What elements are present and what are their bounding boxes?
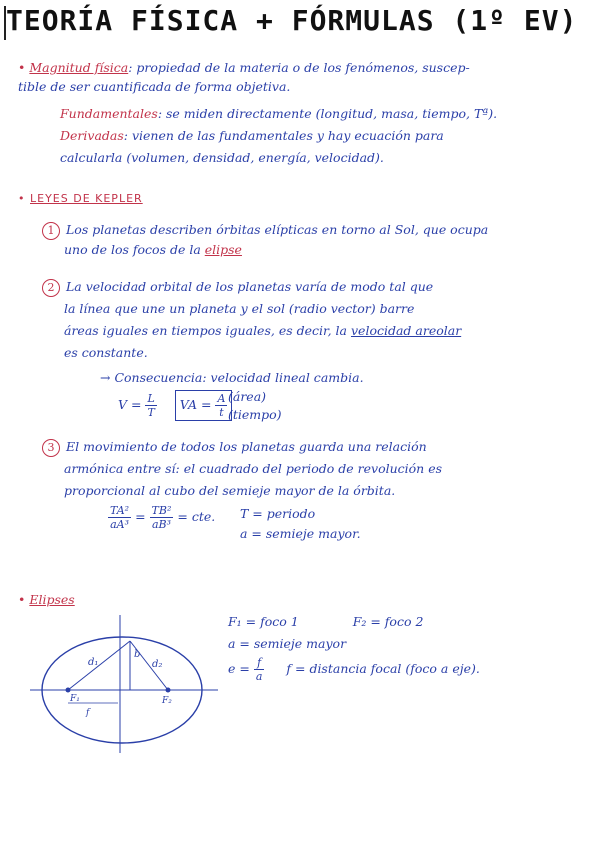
magnitud-line-1: • Magnitud física: propiedad de la materia o de los fenómenos, suscep- (18, 60, 470, 75)
elipses-heading-row: • Elipses (18, 592, 75, 607)
tiempo-label: (tiempo) (228, 406, 282, 422)
v-formula-left: V = (118, 397, 142, 413)
focus-defs (228, 612, 423, 631)
fundamentales-term: Fundamentales (60, 106, 158, 121)
d1-line (68, 641, 130, 690)
kepler-law-2 (42, 276, 587, 364)
derivadas-text-1: : vienen de las fundamentales y hay ecuación para (123, 128, 444, 143)
magnitud-term: Magnitud física (29, 60, 129, 75)
magnitud-def-1: : propiedad de la materia o de los fenómenos, suscep- (128, 60, 470, 75)
law-3-defs (240, 504, 361, 544)
law-1-number: 1 (42, 222, 60, 240)
law-3-formula: $\frac{\text{TA²}}{\text{aA³}}$ = $\frac{\text{TB²}}{\text{aB³}}$ = cte. (110, 504, 216, 532)
law-1-line-1: Los planetas describen órbitas elípticas en torno al Sol, que ocupa (66, 222, 489, 237)
label-F2: F₂ (162, 696, 172, 706)
va-formula-box: VA = $\frac{A}{t}$ (175, 390, 233, 421)
ellipse-diagram (30, 605, 220, 755)
derivadas-term: Derivadas (60, 128, 124, 143)
law-2-number: 2 (42, 279, 60, 297)
law-2-line-3: áreas iguales en tiempos iguales, es decir, la (64, 322, 351, 338)
kepler-law-3 (42, 436, 587, 502)
law-3-line-3: proporcional al cubo del semieje mayor de la órbita. (64, 482, 396, 498)
law-2-velocidad-areolar: velocidad areolar (350, 322, 462, 338)
kepler-law-1 (42, 220, 587, 259)
kepler-heading-row: • LEYES DE KEPLER (18, 192, 143, 205)
law-3-a-def: a = semieje mayor. (240, 526, 361, 541)
derivadas-text-2: calcularla (volumen, densidad, energía, velocidad). (60, 150, 384, 165)
area-label: (área) (228, 389, 267, 404)
label-f: f (86, 708, 90, 718)
focus-1 (66, 688, 71, 693)
f-def: f = distancia focal (foco a eje). (286, 661, 480, 677)
page-title: TEORÍA FÍSICA + FÓRMULAS (1º EV) (6, 4, 578, 37)
va-legend (228, 388, 282, 423)
magnitud-section (18, 58, 588, 97)
f1-def: F₁ = foco 1 (228, 614, 299, 629)
semieje-def: a = semieje mayor (228, 636, 347, 651)
law-1-line-2: uno de los focos de la (64, 241, 205, 257)
law-3-T-def: T = periodo (240, 506, 316, 521)
law-2-line-2: la línea que une un planeta y el sol (radio vector) barre (64, 300, 415, 316)
law-3-line-1: El movimiento de todos los planetas guarda una relación (66, 439, 427, 454)
law-1-elipse: elipse (204, 241, 242, 257)
law-2-consequence: → Consecuencia: velocidad lineal cambia. (100, 370, 364, 385)
velocity-formulas (118, 390, 232, 421)
fundamentales-line (60, 104, 590, 123)
law-3-line-2: armónica entre sí: el cuadrado del periodo de revolución es (64, 460, 443, 476)
label-d2: d₂ (152, 659, 163, 670)
label-b: b (134, 649, 141, 660)
law-2-line-4: es constante. (64, 344, 148, 360)
f2-def: F₂ = foco 2 (352, 614, 424, 629)
magnitud-def-2: tible de ser cuantificada de forma objetiva. (18, 79, 291, 95)
focus-2 (166, 688, 171, 693)
derivadas-line (60, 126, 590, 145)
label-d1: d₁ (88, 657, 99, 668)
law-2-line-1: La velocidad orbital de los planetas varía de modo tal que (66, 279, 434, 294)
law-3-number: 3 (42, 439, 60, 457)
label-F1: F₁ (70, 694, 80, 704)
fundamentales-text: : se miden directamente (longitud, masa, tiempo, Tª). (157, 106, 498, 121)
elipses-heading: Elipses (29, 592, 75, 607)
kepler-heading: LEYES DE KEPLER (30, 192, 143, 205)
v-fraction: $\frac{L}{T}$ (147, 392, 155, 420)
eccentricity-formula: e = $\frac{f}{a}$ f = distancia focal (foco a eje). (228, 656, 480, 684)
